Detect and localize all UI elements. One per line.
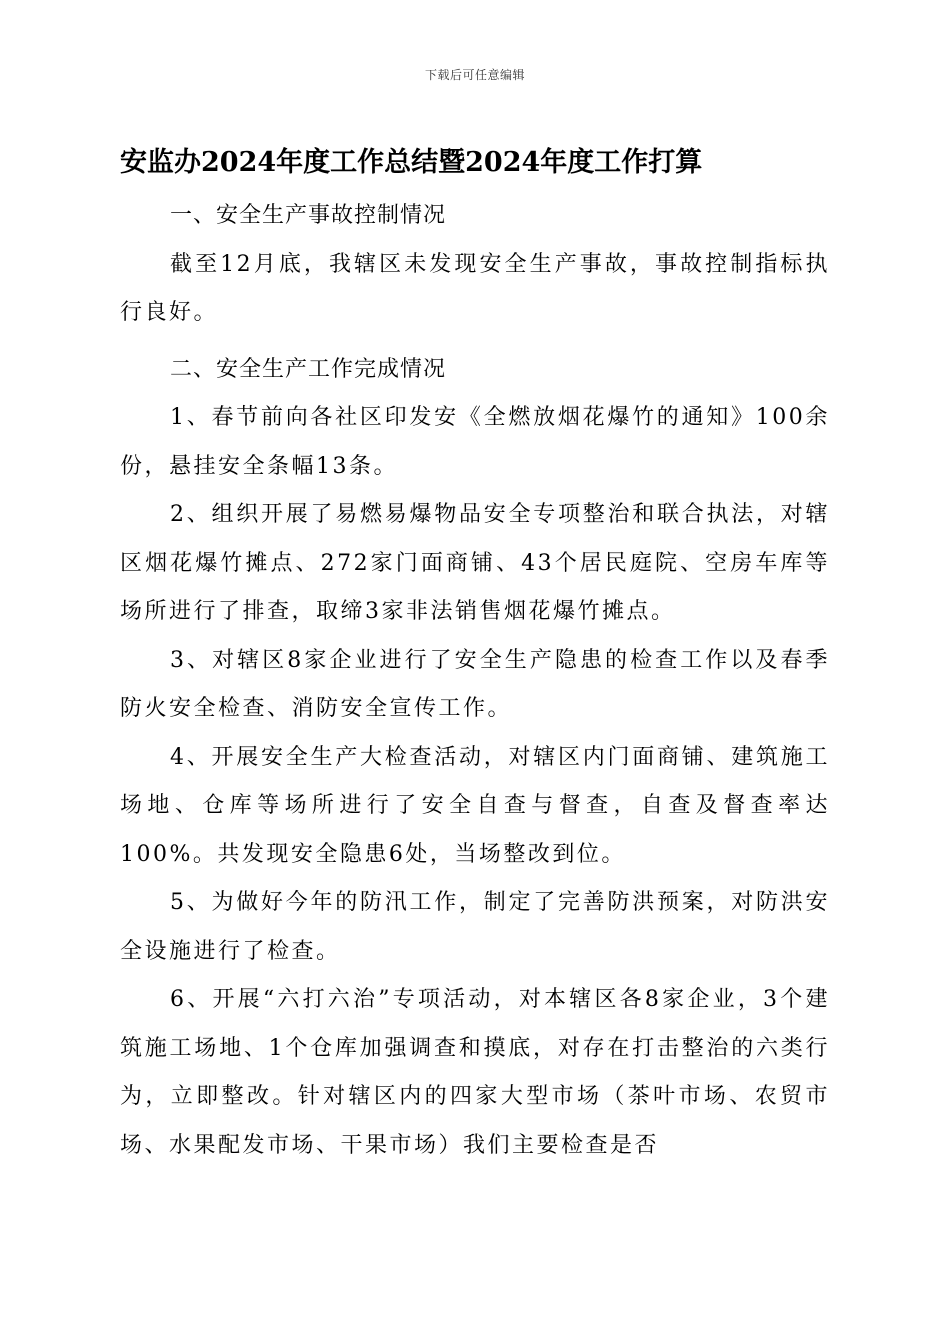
paragraph-2-3: 3、对辖区8家企业进行了安全生产隐患的检查工作以及春季防火安全检查、消防安全宣传工作。 [120,647,830,721]
spacer [120,338,830,346]
document-body [120,192,830,1170]
paragraph-2-2: 2、组织开展了易燃易爆物品安全专项整治和联合执法，对辖区烟花爆竹摊点、272家门面商铺、43个居民庭院、空房车库等场所进行了排查，取缔3家非法销售烟花爆竹摊点。 [120,502,830,624]
paragraph-2-6: 6、开展“六打六治”专项活动，对本辖区各8家企业，3个建筑施工场地、1个仓库加强调查和摸底，对存在打击整治的六类行为，立即整改。针对辖区内的四家大型市场（茶叶市场、农贸市场、水果配发市场、干果市场）我们主要检查是否 [120,987,830,1158]
header-note: 下载后可任意编辑 [424,68,525,82]
section-heading-2: 二、安全生产工作完成情况 [170,356,447,382]
paragraph-2-4: 4、开展安全生产大检查活动，对辖区内门面商铺、建筑施工场地、仓库等场所进行了安全自查与督查，自查及督查率达100%。共发现安全隐患6处，当场整改到位。 [120,744,830,867]
paragraph-2-1: 1、春节前向各社区印发安《全燃放烟花爆竹的通知》100余份，悬挂安全条幅13条。 [120,405,830,479]
paragraph-1-1: 截至12月底，我辖区未发现安全生产事故，事故控制指标执行良好。 [120,251,830,325]
section-heading-1: 一、安全生产事故控制情况 [170,203,447,228]
paragraph-2-5: 5、为做好今年的防汛工作，制定了完善防洪预案，对防洪安全设施进行了检查。 [120,890,830,964]
document-title: 安监办2024年度工作总结暨2024年度工作打算 [120,147,703,178]
